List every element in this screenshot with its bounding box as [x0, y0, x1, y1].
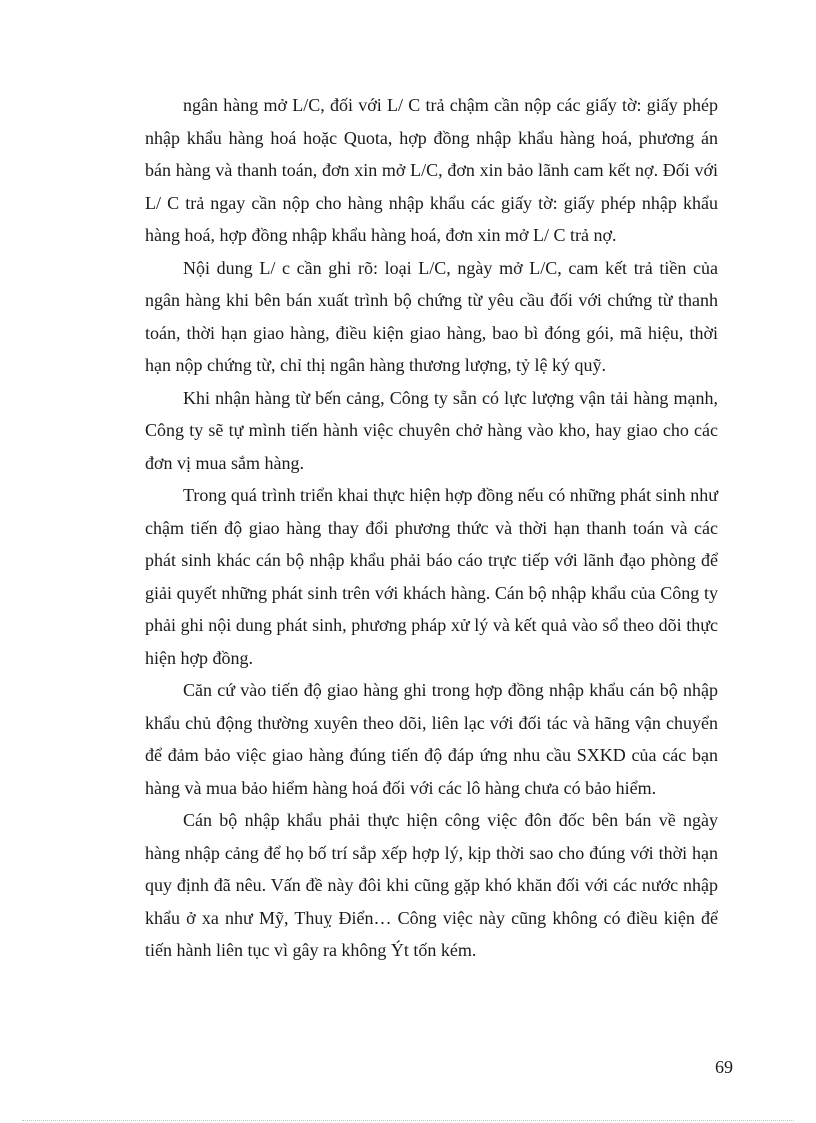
paragraph-lc-documents: ngân hàng mở L/C, đối với L/ C trả chậm cần nộp các giấy tờ: giấy phép nhập khẩu hàng hoá hoặc Quota, hợp đồng nhập khẩu hàng hoá, phương án bán hàng và thanh toán, đơn xin mở L/C, đơn xin bảo lãnh cam kết nợ. Đối với L/ C trả ngay cần nộp cho hàng nhập khẩu các giấy tờ: giấy phép nhập khẩu hàng hoá, hợp đồng nhập khẩu hàng hoá, đơn xin mở L/ C trả nợ. [145, 95, 718, 245]
page-number: 69 [715, 1057, 733, 1077]
paragraph-contract-issues: Trong quá trình triển khai thực hiện hợp đồng nếu có những phát sinh như chậm tiến độ giao hàng thay đổi phương thức và thời hạn thanh toán và các phát sinh khác cán bộ nhập khẩu phải báo cáo trực tiếp với lãnh đạo phòng để giải quyết những phát sinh trên với khách hàng. Cán bộ nhập khẩu của Công ty phải ghi nội dung phát sinh, phương pháp xử lý và kết quả vào sổ theo dõi thực hiện hợp đồng. [145, 485, 718, 668]
paragraph-seller-followup: Cán bộ nhập khẩu phải thực hiện công việc đôn đốc bên bán về ngày hàng nhập cảng để họ bố trí sắp xếp hợp lý, kịp thời sao cho đúng với thời hạn quy định đã nêu. Vấn đề này đôi khi cũng gặp khó khăn đối với các nước nhập khẩu ở xa như Mỹ, Thuỵ Điển… Công việc này cũng không có điều kiện để tiến hành liên tục vì gây ra không Ýt tốn kém. [145, 810, 718, 960]
bottom-divider [22, 1120, 794, 1121]
paragraph-delivery-tracking: Căn cứ vào tiến độ giao hàng ghi trong hợp đồng nhập khẩu cán bộ nhập khẩu chủ động thường xuyên theo dõi, liên lạc với đối tác và hãng vận chuyển để đảm bảo việc giao hàng đúng tiến độ đáp ứng nhu cầu SXKD của các bạn hàng và mua bảo hiểm hàng hoá đối với các lô hàng chưa có bảo hiểm. [145, 680, 718, 798]
paragraph-lc-contents: Nội dung L/ c cần ghi rõ: loại L/C, ngày mở L/C, cam kết trả tiền của ngân hàng khi bên bán xuất trình bộ chứng từ yêu cầu đối với chứng từ thanh toán, thời hạn giao hàng, điều kiện giao hàng, bao bì đóng gói, mã hiệu, thời hạn nộp chứng từ, chỉ thị ngân hàng thương lượng, tỷ lệ ký quỹ. [145, 257, 718, 375]
paragraph-receiving-goods: Khi nhận hàng từ bến cảng, Công ty sẵn có lực lượng vận tải hàng mạnh, Công ty sẽ tự mình tiến hành việc chuyên chở hàng vào kho, hay giao cho các đơn vị mua sắm hàng. [145, 387, 718, 473]
document-body [145, 89, 718, 967]
